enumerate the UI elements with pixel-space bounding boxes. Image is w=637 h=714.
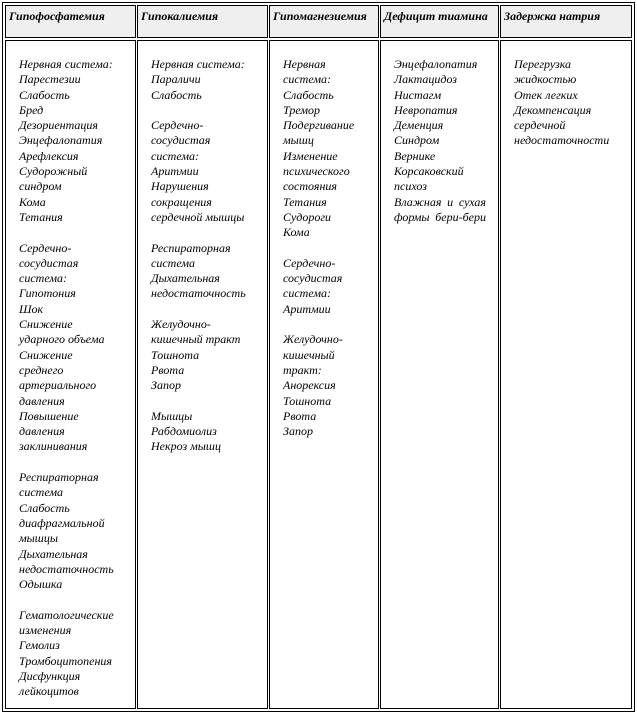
symptom-line: Невропатия [394, 102, 458, 117]
group-spacer [283, 317, 378, 332]
header-label: Гипокалиемия [141, 9, 219, 23]
symptom-line: сердечной мышцы [151, 209, 245, 224]
symptom-line: Энцефалопатия [19, 133, 103, 148]
header-sodium-retention [500, 5, 632, 38]
symptom-line: жидкостью [514, 72, 577, 87]
symptom-line: мышцы [19, 531, 58, 546]
symptom-line: изменения [19, 622, 72, 637]
symptom-line: Анорексия [283, 378, 336, 393]
symptom-line: состояния [283, 179, 337, 194]
header-thiamine-deficiency [380, 5, 499, 38]
symptom-line: лейкоцитов [19, 684, 79, 699]
header-hypophosphatemia [5, 5, 136, 38]
symptom-line: тракт: [283, 362, 322, 377]
symptom-line: Гематологические [19, 607, 114, 622]
symptom-line: Запор [151, 378, 181, 393]
symptom-line: Снижение [19, 317, 73, 332]
column-sodium-retention [500, 40, 632, 709]
symptom-line: Бред [19, 102, 44, 117]
symptom-line: Отек легких [514, 87, 578, 102]
symptom-line: Тошнота [283, 393, 332, 408]
symptom-line: Рвота [151, 362, 185, 377]
symptom-line: сокращения [151, 194, 212, 209]
symptom-line: Нервная система: [151, 57, 245, 71]
symptom-line: Дисфункция [19, 668, 81, 683]
header-label: Дефицит тиамина [384, 9, 488, 23]
symptom-line: Вернике [394, 148, 436, 163]
group-spacer [151, 394, 267, 409]
symptom-line: Дезориентация [19, 118, 98, 133]
symptom-line: Арефлексия [19, 148, 79, 163]
symptom-line: Сердечно- [283, 255, 336, 270]
symptom-line: психоз [394, 179, 427, 194]
symptom-line: сердечной [514, 118, 566, 133]
symptom-line: Перегрузка [514, 57, 572, 71]
symptom-line: Некроз мышц [151, 439, 221, 454]
symptom-line: система: [283, 72, 331, 87]
symptom-line: Сердечно- [151, 118, 204, 133]
symptom-line: Синдром [394, 133, 440, 148]
symptom-line: Нарушения [151, 179, 209, 194]
header-label: Гипомагнезиемия [273, 9, 367, 23]
symptom-line: Кома [19, 194, 46, 209]
symptom-line: синдром [19, 179, 62, 194]
symptom-line: система [151, 255, 196, 270]
symptom-line: недостаточности [514, 133, 610, 148]
symptom-line: Респираторная [19, 470, 99, 485]
symptom-line: заклинивания [19, 439, 88, 454]
symptom-line: Повышение [19, 408, 79, 423]
symptom-line: Гемолиз [19, 638, 60, 653]
symptom-line: Слабость [19, 500, 70, 515]
symptom-line: сосудистая [19, 255, 79, 270]
symptom-line: Корсаковский [394, 164, 464, 179]
header-hypokalemia [137, 5, 268, 38]
group-spacer [151, 103, 267, 118]
symptom-line: кишечный тракт [151, 332, 241, 347]
symptom-line: Тетания [283, 194, 327, 209]
symptom-line: Слабость [283, 87, 334, 102]
symptom-line: психического [283, 164, 350, 179]
symptom-line: Рабдомиолиз [151, 424, 217, 439]
symptom-line: среднего [19, 362, 64, 377]
symptom-line: Снижение [19, 347, 73, 362]
group-spacer [283, 241, 378, 256]
symptom-line: Нистагм [394, 87, 442, 102]
symptom-line: Мышцы [151, 408, 193, 423]
symptom-line: система: [151, 148, 199, 163]
group-spacer [19, 455, 135, 470]
symptom-line: сосудистая [283, 271, 343, 286]
symptom-line: Тромбоцитопения [19, 653, 112, 668]
header-label: Гипофосфатемия [9, 9, 105, 23]
symptom-line: давления [19, 393, 65, 408]
group-spacer [19, 225, 135, 240]
symptom-line: система: [19, 271, 67, 286]
column-hypophosphatemia [5, 40, 136, 709]
symptom-line: мышц [283, 133, 314, 148]
symptom-line: недостаточность [151, 286, 246, 301]
symptom-line: Шок [19, 301, 44, 316]
symptom-line: Судороги [283, 209, 332, 224]
header-label: Задержка натрия [504, 9, 601, 23]
symptom-line: система [19, 485, 64, 500]
symptom-line: Желудочно- [151, 317, 211, 332]
symptom-line: Слабость [19, 87, 70, 102]
symptom-line: ударного объема [19, 332, 105, 347]
symptom-line: Тетания [19, 209, 63, 224]
symptom-line: Лактацидоз [394, 72, 457, 87]
symptom-line: система: [283, 286, 331, 301]
symptom-line: артериального [19, 378, 97, 393]
symptom-line: диафрагмальной [19, 515, 105, 530]
group-spacer [151, 225, 267, 240]
symptom-line: Слабость [151, 87, 202, 102]
symptom-line: Респираторная [151, 240, 231, 255]
symptom-line: Энцефалопатия [394, 57, 478, 71]
symptom-line: сосудистая [151, 133, 211, 148]
symptom-line: Судорожный [19, 164, 88, 179]
column-hypokalemia [137, 40, 268, 709]
column-thiamine-deficiency [380, 40, 499, 709]
symptom-line: Дыхательная [151, 271, 220, 286]
symptom-line: Параличи [151, 72, 201, 87]
symptom-line: Желудочно- [283, 332, 343, 347]
symptom-line: Подергивание [283, 118, 355, 133]
symptom-line: недостаточность [19, 561, 114, 576]
symptom-line: Дыхательная [19, 546, 88, 561]
symptom-line: Сердечно- [19, 240, 72, 255]
symptom-line: Аритмии [283, 301, 331, 316]
group-spacer [151, 302, 267, 317]
group-spacer [19, 592, 135, 607]
symptom-line: Изменение [283, 148, 338, 163]
symptom-line: Нервная [283, 57, 326, 71]
symptom-line: Тошнота [151, 347, 200, 362]
symptom-line: Запор [283, 424, 313, 439]
header-hypomagnesemia [269, 5, 379, 38]
symptom-line: Деменция [394, 118, 444, 133]
symptom-line: Одышка [19, 577, 63, 592]
symptom-line: Нервная система: [19, 57, 113, 71]
column-hypomagnesemia [269, 40, 379, 709]
symptom-line: Кома [283, 225, 310, 240]
symptom-line: Рвота [283, 408, 317, 423]
symptom-line: Гипотония [19, 286, 76, 301]
symptom-line: давления [19, 424, 65, 439]
symptom-line: Аритмии [151, 164, 199, 179]
symptom-line: Декомпенсация [514, 102, 592, 117]
symptom-line: Тремор [283, 102, 321, 117]
symptom-line: кишечный [283, 347, 335, 362]
symptom-line: Парестезии [19, 72, 81, 87]
symptom-line: Влажная и сухая формы бери-бери [394, 194, 486, 224]
